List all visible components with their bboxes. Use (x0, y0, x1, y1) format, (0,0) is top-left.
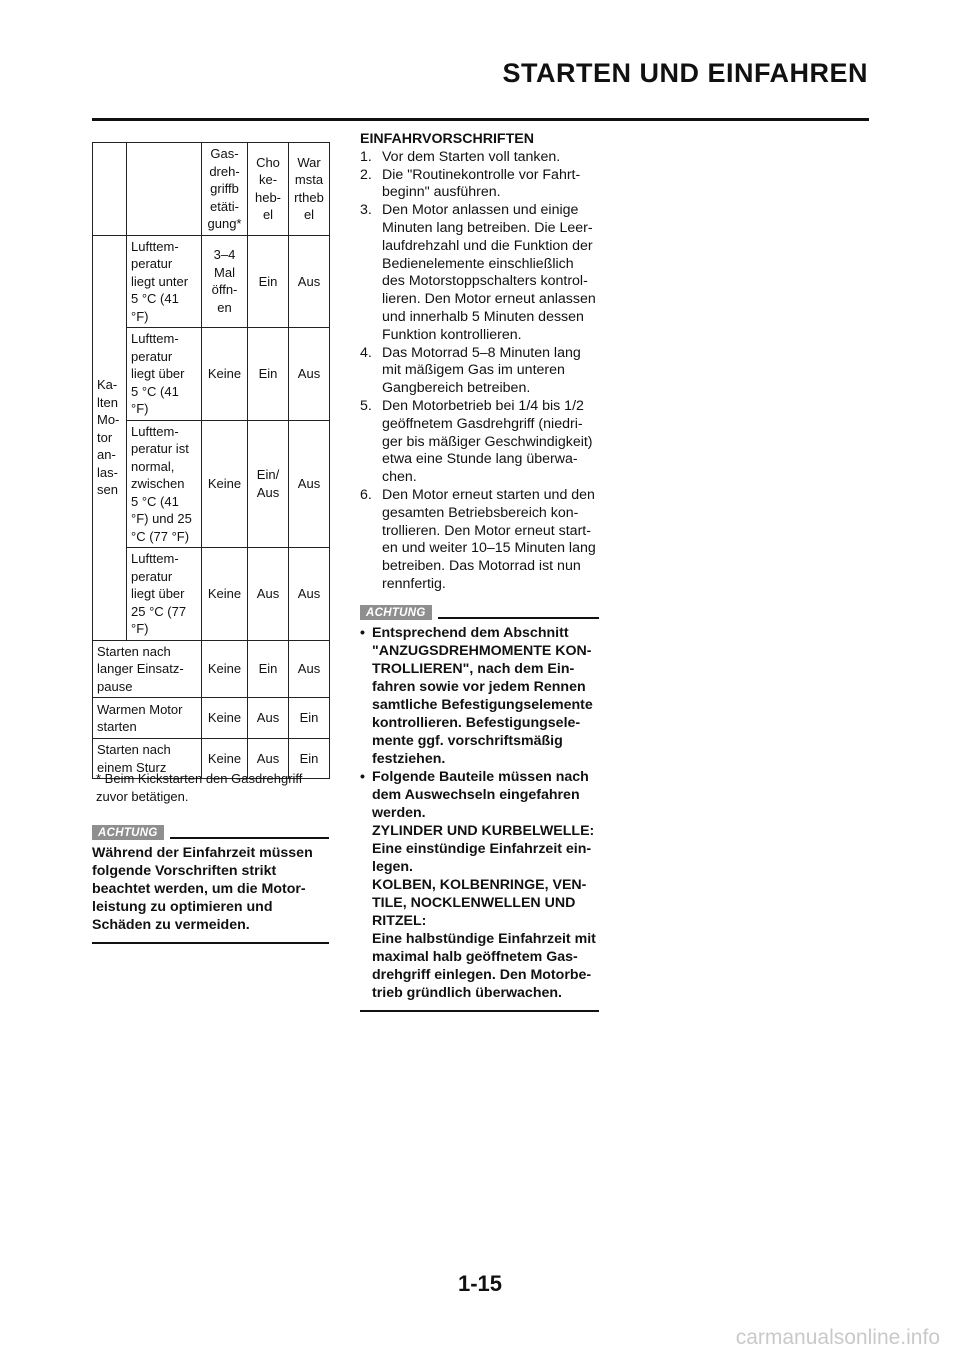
list-item (360, 167, 605, 203)
throttle-cell: Keine (202, 328, 248, 421)
hot-start-cell: Aus (289, 420, 330, 548)
step-text: Vor dem Starten voll tanken. (382, 148, 561, 165)
step-number: 1. (360, 148, 372, 165)
table-header-empty (93, 143, 127, 236)
hot-start-cell: Aus (289, 640, 330, 698)
step-text: Den Motorbetrieb bei 1/4 bis 1/2 geöffnetem Gasdrehgriff (niedri- ger bis mäßiger Geschwindigkeit) etwa eine Stunde lang überwa- chen. (382, 397, 593, 486)
step-number: 2. (360, 166, 372, 183)
header-choke: Cho ke- heb- el (248, 143, 289, 236)
caution-badge: ACHTUNG (360, 605, 432, 620)
condition-cell: Lufttem- peratur liegt unter 5 °C (41 °F) (127, 235, 202, 328)
condition-cell: Lufttem- peratur ist normal, zwischen 5 °C (41 °F) und 25 °C (77 °F) (127, 420, 202, 548)
caution-end-rule (92, 942, 329, 944)
caution-rule (170, 837, 329, 839)
step-text: Das Motorrad 5–8 Minuten lang mit mäßigem Gas im unteren Gangbereich betreiben. (382, 344, 581, 397)
bullet-text: Entsprechend dem Abschnitt "ANZUGSDREHMOMENTE KON- TROLLIEREN", nach dem Ein- fahren sowie vor jedem Rennen samtliche Befestigungselemente kontrollieren. Befestigungsele- mente ggf. vorschriftsmäßig festziehen. (372, 625, 593, 767)
choke-cell: Ein/ Aus (248, 420, 289, 548)
table-row (93, 328, 330, 421)
step-number: 3. (360, 202, 372, 219)
step-number: 4. (360, 344, 372, 361)
bullet-text: Folgende Bauteile müssen nach dem Auswechseln eingefahren werden. ZYLINDER UND KURBELWELLE: Eine einstündige Einfahrzeit ein- legen. KOLBEN, KOLBENRINGE, VEN- TILE, NOCKLENWELLEN UND RITZEL: Eine halbstündige Einfahrzeit mit maximal halb geöffnetem Gas- drehgriff einlegen. Den Motorbe- trieb gründlich überwachen. (372, 769, 596, 1001)
condition-cell: Lufttem- peratur liegt über 25 °C (77 °F) (127, 548, 202, 641)
hot-start-cell: Ein (289, 698, 330, 739)
table-header-empty (127, 143, 202, 236)
list-item (360, 202, 605, 344)
table-header-row (93, 143, 330, 236)
hot-start-cell: Aus (289, 235, 330, 328)
table-row (93, 698, 330, 739)
header-throttle: Gas- dreh- griffb etäti- gung* (202, 143, 248, 236)
throttle-cell: 3–4 Mal öffn- en (202, 235, 248, 328)
caution-bullets (360, 620, 599, 1002)
header-rule (92, 118, 869, 121)
page-number: 1-15 (457, 1271, 503, 1296)
list-item (360, 624, 599, 768)
table-row (93, 640, 330, 698)
caution-rule (438, 617, 599, 619)
list-item (360, 149, 605, 167)
caution-text: Während der Einfahrzeit müssen folgende Vorschriften strikt beachtet werden, um die Motor- leistung zu optimieren und Schäden zu vermeiden. (92, 845, 313, 933)
list-item (360, 768, 599, 1002)
table-row (93, 548, 330, 641)
page-header-title: STARTEN UND EINFAHREN (502, 58, 868, 88)
starting-conditions-table (92, 142, 330, 779)
condition-cell: Warmen Motor starten (93, 698, 202, 739)
cold-start-label: Ka- lten Mo- tor an- las- sen (93, 235, 127, 640)
watermark: carmanualsonline.info (735, 1326, 940, 1349)
choke-cell: Aus (248, 548, 289, 641)
bullet-icon: • (360, 769, 365, 785)
header-hot-start: War msta rtheb el (289, 143, 330, 236)
condition-cell: Starten nach einem Sturz (93, 739, 202, 779)
hot-start-cell: Ein (289, 739, 330, 779)
break-in-steps (360, 149, 605, 594)
choke-cell: Ein (248, 640, 289, 698)
step-number: 6. (360, 486, 372, 503)
throttle-cell: Keine (202, 420, 248, 548)
hot-start-cell: Aus (289, 548, 330, 641)
table-row (93, 420, 330, 548)
list-item (360, 398, 605, 487)
choke-cell: Ein (248, 235, 289, 328)
table-row (93, 235, 330, 328)
caution-box-left (92, 820, 329, 944)
condition-cell: Starten nach langer Einsatz- pause (93, 640, 202, 698)
throttle-cell: Keine (202, 640, 248, 698)
table-footnote: * Beim Kickstarten den Gasdrehgriff zuvor betätigen. (96, 771, 303, 804)
caution-box-right (360, 600, 599, 1012)
caution-header (92, 820, 329, 840)
hot-start-cell: Aus (289, 328, 330, 421)
choke-cell: Aus (248, 698, 289, 739)
throttle-cell: Keine (202, 739, 248, 779)
throttle-cell: Keine (202, 698, 248, 739)
step-number: 5. (360, 397, 372, 414)
caution-header (360, 600, 599, 620)
caution-end-rule (360, 1010, 599, 1012)
step-text: Den Motor erneut starten und den gesamten Betriebsbereich kon- trollieren. Den Motor erneut start- en und weiter 10–15 Minuten lang betreiben. Das Motorrad ist nun rennfertig. (382, 486, 596, 592)
section-title: EINFAHRVORSCHRIFTEN (360, 131, 534, 147)
choke-cell: Ein (248, 328, 289, 421)
caution-badge: ACHTUNG (92, 825, 164, 840)
step-text: Den Motor anlassen und einige Minuten lang betreiben. Die Leer- laufdrehzahl und die Funktion der Bedienelemente einschließlich des Motorstoppschalters kontrol- lieren. Den Motor erneut anlassen und innerhalb 5 Minuten dessen Funktion kontrollieren. (382, 202, 596, 343)
break-in-section (360, 131, 605, 594)
throttle-cell: Keine (202, 548, 248, 641)
step-text: Die "Routinekontrolle vor Fahrt- beginn" ausführen. (382, 166, 581, 201)
list-item (360, 487, 605, 594)
choke-cell: Aus (248, 739, 289, 779)
condition-cell: Lufttem- peratur liegt über 5 °C (41 °F) (127, 328, 202, 421)
bullet-icon: • (360, 625, 365, 641)
list-item (360, 345, 605, 398)
